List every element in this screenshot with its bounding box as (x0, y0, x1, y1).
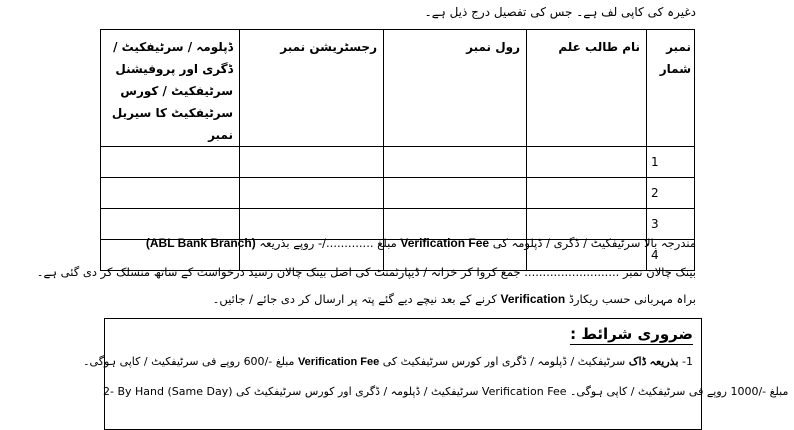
condition-number: 2- (103, 385, 114, 398)
condition-item (83, 355, 693, 368)
request-paragraph-start: براہ مہربانی حسب ریکارڈ (568, 292, 696, 306)
table-header-row (101, 30, 695, 147)
header-student-name: نام طالب علم (527, 30, 647, 147)
cell-student-name[interactable] (527, 209, 647, 240)
intro-line: دغیرہ کی کاپی لف ہے۔ جس کی تفصیل درج ذیل ہے۔ (424, 5, 696, 19)
condition-text: سرٹیفکیٹ / ڈپلومہ / ڈگری اور کورس سرٹیفکیٹ کی (236, 385, 479, 398)
cell-roll-no[interactable] (384, 178, 527, 209)
row-number: 3 (647, 209, 695, 240)
fee-paragraph-amount: مبلغ ............./- روپے بذریعہ (259, 236, 397, 250)
condition-amount: مبلغ -/600 روپے فی سرٹیفکیٹ / کاپی ہوگی۔ (83, 355, 295, 368)
row-number: 2 (647, 178, 695, 209)
cell-certificate-serial[interactable] (101, 178, 240, 209)
condition-fee-label: Verification Fee (297, 356, 380, 368)
verification-table (100, 29, 695, 271)
cell-registration-no[interactable] (240, 147, 384, 178)
cell-student-name[interactable] (527, 178, 647, 209)
table-row (101, 209, 695, 240)
request-paragraph (56, 292, 696, 306)
fee-paragraph (56, 236, 696, 250)
request-paragraph-end: کرنے کے بعد نیچے دیے گئے پتہ پر ارسال کر دی جائے / جائیں۔ (212, 292, 497, 306)
conditions-box (83, 318, 789, 430)
fee-paragraph-start: مندرجہ بالا سرٹیفکیٹ / ڈگری / ڈپلومہ کی (492, 236, 696, 250)
condition-item (103, 385, 789, 398)
cell-certificate-serial[interactable] (101, 147, 240, 178)
cell-certificate-serial[interactable] (101, 209, 240, 240)
table-row (101, 147, 695, 178)
cell-roll-no[interactable] (384, 209, 527, 240)
cell-registration-no[interactable] (240, 209, 384, 240)
condition-lead: بذریعہ ڈاک (628, 356, 679, 368)
condition-number: 1- (682, 355, 693, 368)
conditions-title: ضروری شرائط : (570, 325, 693, 343)
bank-branch: (ABL Bank Branch) (145, 236, 256, 250)
condition-text: سرٹیفکیٹ / ڈپلومہ / ڈگری اور کورس سرٹیفکیٹ کی (382, 355, 626, 368)
cell-registration-no[interactable] (240, 178, 384, 209)
header-roll-no: رول نمبر (384, 30, 527, 147)
challan-paragraph: بینک چالان نمبر .......................... جمع کروا کر خزانہ / ڈیپارٹمنٹ کی اصل بینک چالان رسید درخواست کے ساتھ منسلک کر دی گئی ہے۔ (36, 265, 696, 279)
row-number: 4 (647, 240, 695, 271)
verification-term: Verification (500, 292, 566, 306)
header-registration-no: رجسٹریشن نمبر (240, 30, 384, 147)
header-certificate-serial: ڈپلومہ / سرٹیفکیٹ / ڈگری اور پروفیشنل سرٹیفکیٹ / کورس سرٹیفکیٹ کا سیریل نمبر (101, 30, 240, 147)
cell-roll-no[interactable] (384, 147, 527, 178)
cell-student-name[interactable] (527, 147, 647, 178)
condition-amount: مبلغ -/1000 روپے فی سرٹیفکیٹ / کاپی ہوگی۔ (569, 385, 789, 398)
row-number: 1 (647, 147, 695, 178)
condition-lead: By Hand (Same Day) (117, 385, 233, 398)
table-row (101, 178, 695, 209)
condition-fee-label: Verification Fee (481, 385, 567, 398)
header-serial: نمبر شمار (647, 30, 695, 147)
fee-label: Verification Fee (400, 236, 490, 250)
